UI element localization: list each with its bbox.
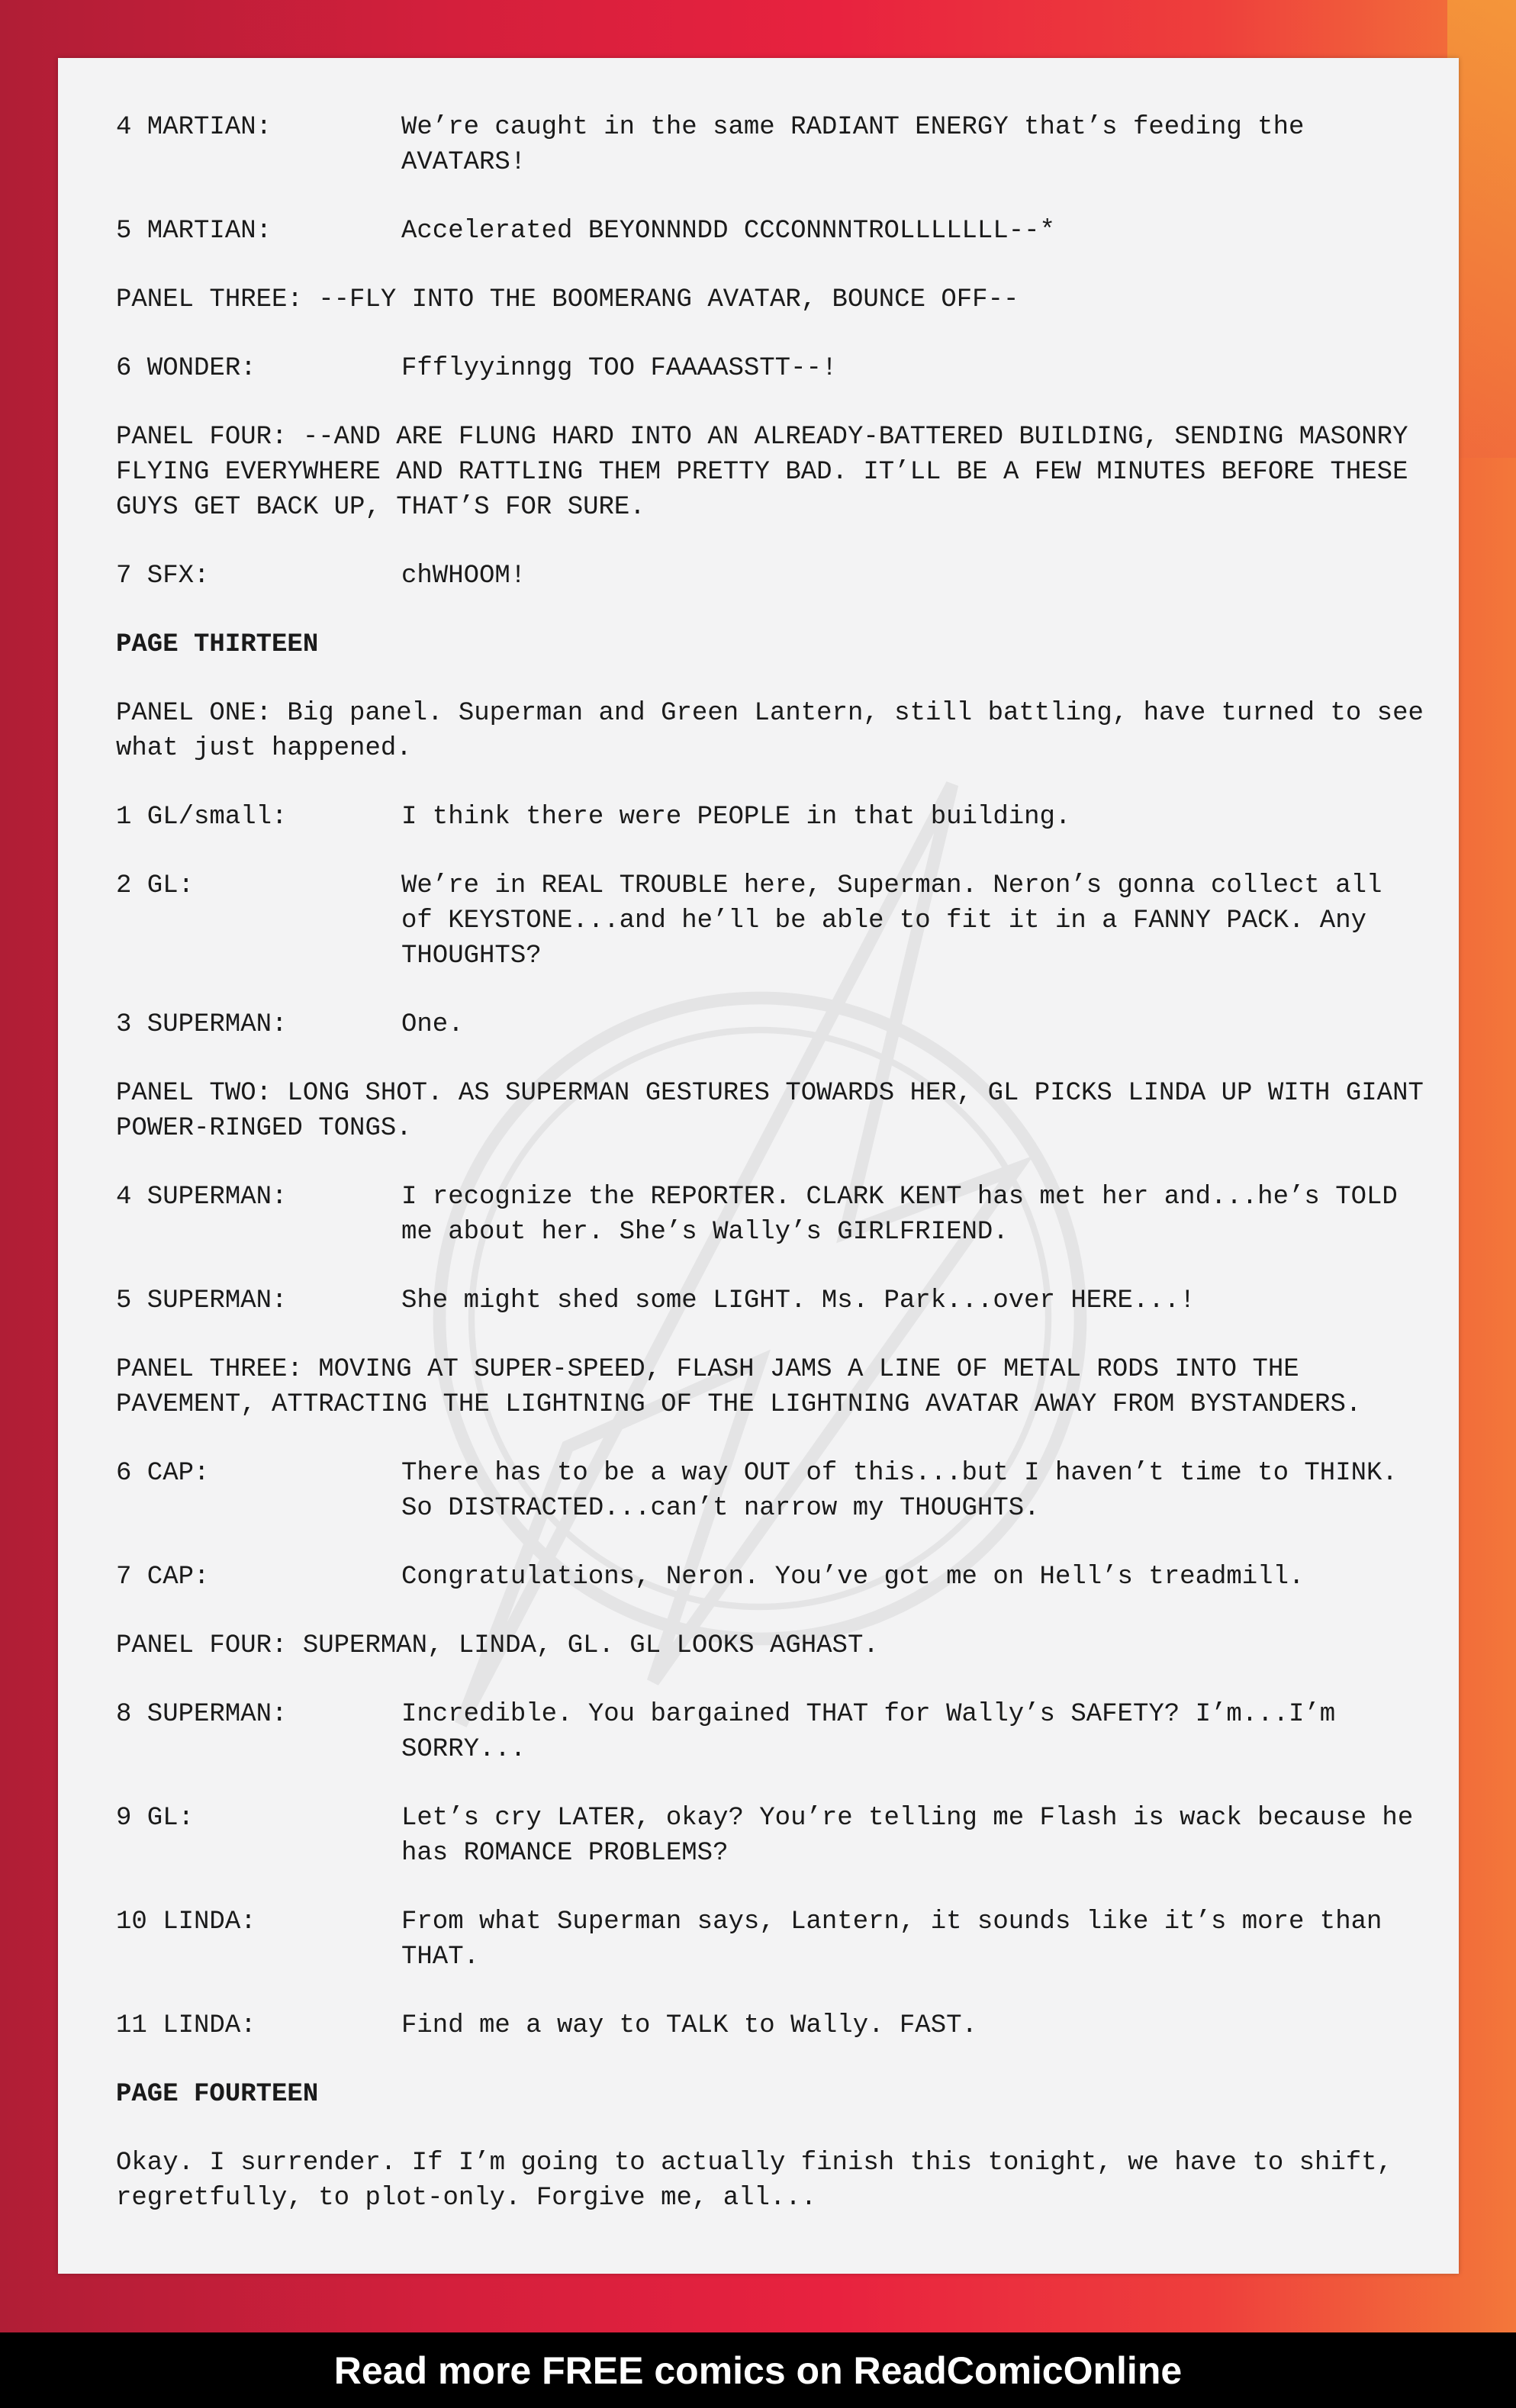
dialogue-text: From what Superman says, Lantern, it sounds like it’s more than THAT.	[401, 1907, 1382, 1972]
speaker-label: 4 SUPERMAN:	[116, 1183, 288, 1212]
speaker-label: 11 LINDA:	[116, 2011, 256, 2040]
dialogue-line	[116, 2008, 1428, 2043]
footer-banner[interactable]	[0, 2332, 1516, 2408]
panel-description: PANEL THREE: --FLY INTO THE BOOMERANG AVATAR, BOUNCE OFF--	[116, 285, 1019, 314]
speaker-label: 1 GL/small:	[116, 803, 288, 832]
panel-description: PANEL FOUR: --AND ARE FLUNG HARD INTO AN ALREADY-BATTERED BUILDING, SENDING MASONRY FLYING EVERYWHERE AND RATTLING THEM PRETTY BAD. IT’LL BE A FEW MINUTES BEFORE THESE GUYS GET BACK UP, THAT’S FOR SURE.	[116, 423, 1408, 522]
panel-description: PANEL FOUR: SUPERMAN, LINDA, GL. GL LOOKS AGHAST.	[116, 1631, 879, 1660]
dialogue-line	[116, 1904, 1428, 1975]
dialogue-text: We’re caught in the same RADIANT ENERGY that’s feeding the AVATARS!	[401, 113, 1305, 177]
page-heading: PAGE FOURTEEN	[116, 2080, 319, 2109]
dialogue-text: Congratulations, Neron. You’ve got me on Hell’s treadmill.	[401, 1563, 1305, 1592]
dialogue-line	[116, 1007, 1428, 1042]
dialogue-line	[116, 351, 1428, 386]
dialogue-line	[116, 1283, 1428, 1318]
panel-description: PANEL ONE: Big panel. Superman and Green Lantern, still battling, have turned to see what just happened.	[116, 699, 1424, 763]
speaker-label: 9 GL:	[116, 1804, 195, 1833]
dialogue-line	[116, 800, 1428, 835]
dialogue-line	[116, 1180, 1428, 1250]
speaker-label: 8 SUPERMAN:	[116, 1700, 288, 1729]
dialogue-text: chWHOOM!	[401, 562, 526, 591]
dialogue-text: We’re in REAL TROUBLE here, Superman. Neron’s gonna collect all of KEYSTONE...and he’ll be able to fit it in a FANNY PACK. Any THOUGHTS?	[401, 871, 1382, 971]
dialogue-text: Ffflyyinngg TOO FAAAASSTT--!	[401, 354, 838, 383]
dialogue-line	[116, 559, 1428, 594]
dialogue-line	[116, 1697, 1428, 1767]
speaker-label: 7 SFX:	[116, 562, 210, 591]
dialogue-line	[116, 214, 1428, 249]
speaker-label: 5 MARTIAN:	[116, 217, 272, 246]
dialogue-line	[116, 1456, 1428, 1526]
dialogue-text: One.	[401, 1010, 464, 1039]
speaker-label: 6 WONDER:	[116, 354, 256, 383]
dialogue-text: She might shed some LIGHT. Ms. Park...over HERE...!	[401, 1286, 1196, 1315]
panel-description: PANEL THREE: MOVING AT SUPER-SPEED, FLASH JAMS A LINE OF METAL RODS INTO THE PAVEMENT, ATTRACTING THE LIGHTNING OF THE LIGHTNING AVATAR AWAY FROM BYSTANDERS.	[116, 1355, 1362, 1419]
speaker-label: 10 LINDA:	[116, 1907, 256, 1936]
script-body	[116, 110, 1428, 2249]
script-page	[58, 58, 1459, 2274]
page-heading: PAGE THIRTEEN	[116, 630, 319, 659]
dialogue-line	[116, 868, 1428, 974]
dialogue-text: Accelerated BEYONNNDD CCCONNNTROLLLLLLL--*	[401, 217, 1055, 246]
dialogue-line	[116, 110, 1428, 180]
panel-description: Okay. I surrender. If I’m going to actually finish this tonight, we have to shift, regretfully, to plot-only. Forgive me, all...	[116, 2149, 1393, 2213]
dialogue-text: Find me a way to TALK to Wally. FAST.	[401, 2011, 977, 2040]
speaker-label: 7 CAP:	[116, 1563, 210, 1592]
speaker-label: 6 CAP:	[116, 1459, 210, 1488]
dialogue-line	[116, 1560, 1428, 1595]
dialogue-line	[116, 1801, 1428, 1871]
dialogue-text: I think there were PEOPLE in that building.	[401, 803, 1071, 832]
panel-description: PANEL TWO: LONG SHOT. AS SUPERMAN GESTURES TOWARDS HER, GL PICKS LINDA UP WITH GIANT POWER-RINGED TONGS.	[116, 1079, 1424, 1143]
speaker-label: 5 SUPERMAN:	[116, 1286, 288, 1315]
dialogue-text: I recognize the REPORTER. CLARK KENT has met her and...he’s TOLD me about her. She’s Wally’s GIRLFRIEND.	[401, 1183, 1398, 1247]
speaker-label: 4 MARTIAN:	[116, 113, 272, 142]
dialogue-text: Incredible. You bargained THAT for Wally’s SAFETY? I’m...I’m SORRY...	[401, 1700, 1336, 1764]
dialogue-text: There has to be a way OUT of this...but I haven’t time to THINK. So DISTRACTED...can’t narrow my THOUGHTS.	[401, 1459, 1398, 1523]
speaker-label: 3 SUPERMAN:	[116, 1010, 288, 1039]
footer-link-text[interactable]: Read more FREE comics on ReadComicOnline	[333, 2348, 1183, 2392]
dialogue-text: Let’s cry LATER, okay? You’re telling me Flash is wack because he has ROMANCE PROBLEMS?	[401, 1804, 1414, 1868]
speaker-label: 2 GL:	[116, 871, 195, 900]
